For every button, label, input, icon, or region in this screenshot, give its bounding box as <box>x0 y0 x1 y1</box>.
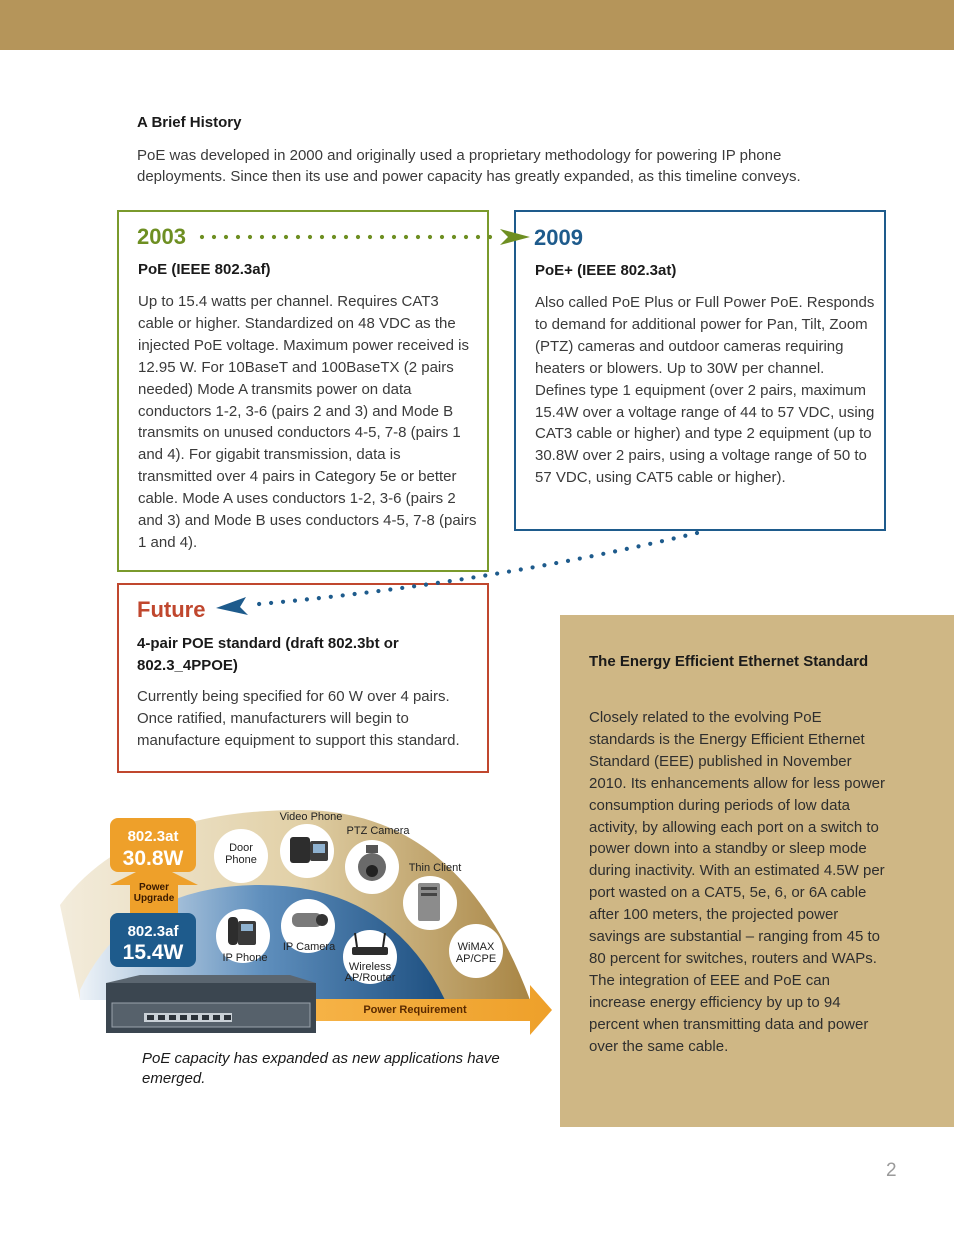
thin-client-label: Thin Client <box>408 862 462 874</box>
wireless-label-2: AP/Router <box>344 972 396 984</box>
year-2009: 2009 <box>534 225 583 250</box>
power-upgrade-line2: Upgrade <box>133 893 175 904</box>
year-future: Future <box>137 597 206 622</box>
ip-phone-label: IP Phone <box>222 952 268 964</box>
badge-at-standard: 802.3at <box>127 828 179 845</box>
poe-diagram <box>60 805 560 1040</box>
ip-phone-icon <box>228 917 256 945</box>
wireless-label-1: Wireless <box>348 961 392 973</box>
badge-af-standard: 802.3af <box>127 923 179 940</box>
power-upgrade-line1: Power <box>138 882 170 893</box>
door-phone-label-2: Phone <box>225 854 257 866</box>
title-2009: PoE+ (IEEE 802.3at) <box>535 262 677 279</box>
title-future: 4-pair POE standard (draft 802.3bt or 802.3_4PPOE) <box>137 635 399 674</box>
thin-client-icon <box>418 883 440 921</box>
badge-af-power: 15.4W <box>122 941 184 964</box>
badge-at-power: 30.8W <box>122 847 184 870</box>
year-2003: 2003 <box>137 224 186 249</box>
intro-heading: A Brief History <box>137 114 242 131</box>
ip-camera-label: IP Camera <box>282 941 336 953</box>
arrow-left-icon <box>216 597 248 615</box>
arrow-right-icon <box>500 229 530 245</box>
ip-camera-icon <box>292 913 328 927</box>
diagram-caption: PoE capacity has expanded as new applications have emerged. <box>142 1050 500 1087</box>
title-2003: PoE (IEEE 802.3af) <box>138 261 271 278</box>
video-phone-label: Video Phone <box>279 811 343 823</box>
power-requirement-label: Power Requirement <box>363 1004 467 1016</box>
wimax-label-2: AP/CPE <box>455 953 497 965</box>
wimax-label-1: WiMAX <box>457 941 495 953</box>
body-2003: Up to 15.4 watts per channel. Requires CAT3 cable or higher. Standardized on 48 VDC as the injected PoE voltage. Maximum power received is 12.95 W. For 10BaseT and 100BaseTX (2 pairs needed) Mode A transmits power on data conductors 1-2, 3-6 (pairs 2 and 3) and Mode B transmits on unused conductors 4-5, 7-8 (pairs 1 and 4). For gigabit transmission, data is transmitted over 4 pairs in Category 5e or better cable. Mode A uses conductors 1-2, 3-6 (pairs 2 and 3) and Mode B uses conductors 4-5, 7-8 (pairs 1 and 4). <box>138 293 477 551</box>
body-2009: Also called PoE Plus or Full Power PoE. Responds to demand for additional power for Pan, Tilt, Zoom (PTZ) cameras and outdoor cameras requiring heaters or blowers. Up to 30W per channel. Defines type 1 equipment (over 2 pairs, maximum 15.4W over a voltage range of 44 to 57 VDC, using CAT3 cable or higher) and type 2 equipment (up to 30.8W over 2 pairs, using a voltage range of 50 to 57 VDC, using CAT5 cable or higher). <box>535 294 875 487</box>
body-future: Currently being specified for 60 W over 4 pairs. Once ratified, manufacturers will begin to manufacture equipment to support this standard. <box>137 688 460 749</box>
page-number: 2 <box>886 1160 897 1181</box>
sidebar-body: Closely related to the evolving PoE standards is the Energy Efficient Ethernet Standard (EEE) published in November 2010. Its enhancements allow for less power consumption during periods of low data activity, by allowing each port on a switch to power down into a standby or sleep mode during inactivity. With an estimated 4.5W per port wasted on a CAT5, 5e, 6, or 6A cable after 100 meters, the projected power savings are substantial – ranging from 45 to 80 percent for switches, routers and WAPs. The integration of EEE and PoE can increase energy efficiency by up to 94 percent when transmitting data and power over the same cable. <box>589 709 885 1055</box>
door-phone-label-1: Door <box>229 842 253 854</box>
sidebar-title: The Energy Efficient Ethernet Standard <box>589 653 869 670</box>
intro-text: PoE was developed in 2000 and originally used a proprietary methodology for powering IP phone deployments. Since then its use and power capacity has greatly expanded, as this timeline conveys. <box>137 147 801 185</box>
ptz-camera-label: PTZ Camera <box>346 825 410 837</box>
